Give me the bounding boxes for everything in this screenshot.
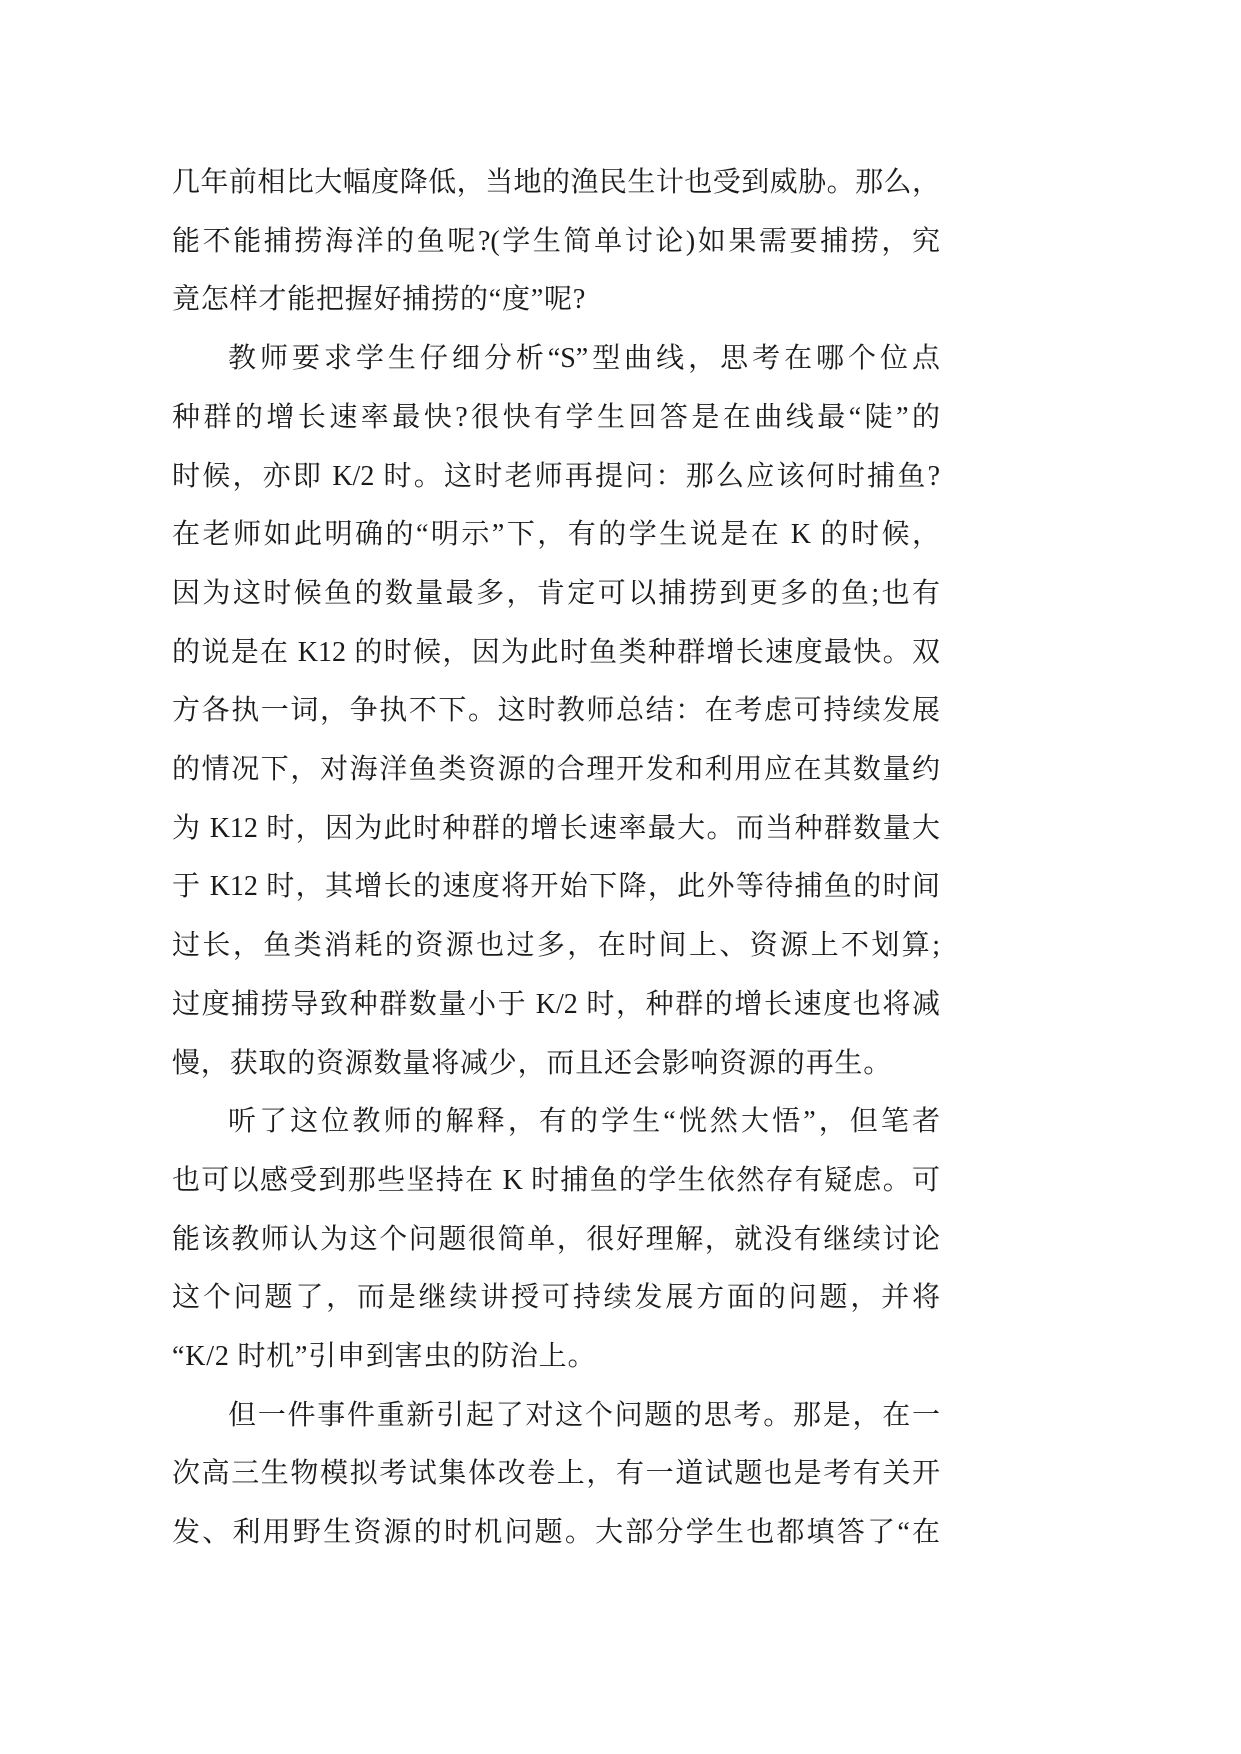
text-line: 能不能捕捞海洋的鱼呢?(学生简单讨论)如果需要捕捞，究	[172, 226, 940, 257]
text-line: 时候，亦即 K/2 时。这时老师再提问：那么应该何时捕鱼?	[172, 461, 940, 492]
text-line: 于 K12 时，其增长的速度将开始下降，此外等待捕鱼的时间	[172, 871, 940, 902]
text-line: 种群的增长速率最快?很快有学生回答是在曲线最“陡”的	[172, 402, 940, 433]
text-line: 能该教师认为这个问题很简单，很好理解，就没有继续讨论	[172, 1224, 940, 1255]
text-line: 因为这时候鱼的数量最多，肯定可以捕捞到更多的鱼;也有	[172, 578, 940, 609]
text-line: 方各执一词，争执不下。这时教师总结：在考虑可持续发展	[172, 695, 940, 726]
text-line: 竟怎样才能把握好捕捞的“度”呢?	[172, 284, 587, 315]
text-line: 次高三生物模拟考试集体改卷上，有一道试题也是考有关开	[172, 1458, 940, 1489]
text-line: 的说是在 K12 的时候，因为此时鱼类种群增长速度最快。双	[172, 637, 940, 668]
text-line: 但一件事件重新引起了对这个问题的思考。那是，在一	[228, 1400, 940, 1431]
text-line: 的情况下，对海洋鱼类资源的合理开发和利用应在其数量约	[172, 754, 940, 785]
text-line: 过长，鱼类消耗的资源也过多，在时间上、资源上不划算;	[172, 930, 940, 961]
text-line: 这个问题了，而是继续讲授可持续发展方面的问题，并将	[172, 1282, 940, 1313]
text-line: 听了这位教师的解释，有的学生“恍然大悟”，但笔者	[228, 1106, 940, 1137]
text-line: 过度捕捞导致种群数量小于 K/2 时，种群的增长速度也将减	[172, 989, 940, 1020]
text-line: 为 K12 时，因为此时种群的增长速率最大。而当种群数量大	[172, 813, 940, 844]
text-line: 教师要求学生仔细分析“S”型曲线，思考在哪个位点	[228, 343, 940, 374]
text-line: 慢，获取的资源数量将减少，而且还会影响资源的再生。	[172, 1048, 893, 1079]
text-line: 也可以感受到那些坚持在 K 时捕鱼的学生依然存有疑虑。可	[172, 1165, 940, 1196]
text-line: 在老师如此明确的“明示”下，有的学生说是在 K 的时候，	[172, 519, 940, 550]
text-line: 几年前相比大幅度降低，当地的渔民生计也受到威胁。那么，	[172, 167, 940, 198]
text-line: 发、利用野生资源的时机问题。大部分学生也都填答了“在	[172, 1517, 940, 1548]
text-line: “K/2 时机”引申到害虫的防治上。	[172, 1341, 597, 1372]
